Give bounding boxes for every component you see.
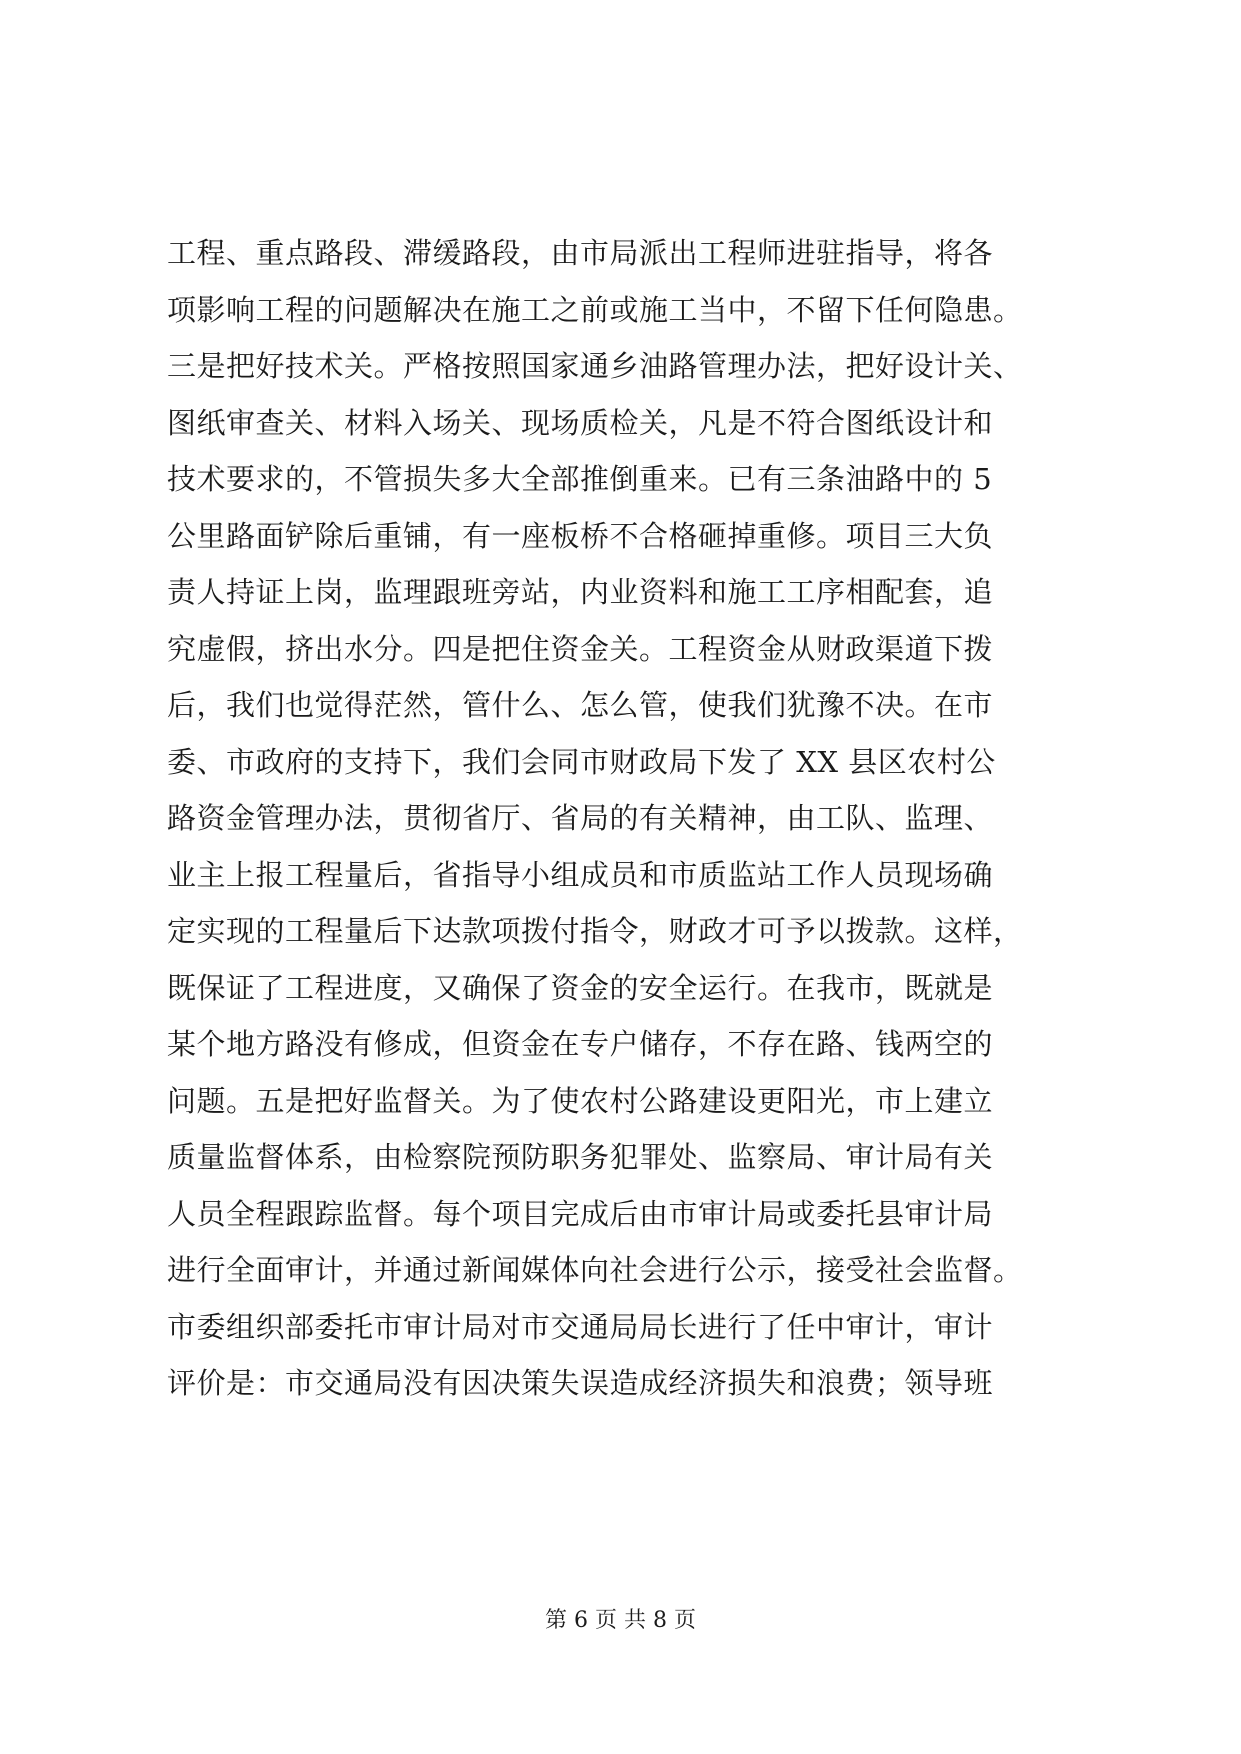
text-line: 既保证了工程进度，又确保了资金的安全运行。在我市，既就是 [167,970,994,1005]
text-line: 图纸审查关、材料入场关、现场质检关，凡是不符合图纸设计和 [167,405,994,440]
text-line: 三是把好技术关。严格按照国家通乡油路管理办法，把好设计关、 [167,349,1023,383]
text-line: 工程、重点路段、滞缓路段，由市局派出工程师进驻指导，将各 [167,236,994,270]
text-line: 质量监督体系，由检察院预防职务犯罪处、监察局、审计局有关 [167,1140,994,1174]
text-line: 项影响工程的问题解决在施工之前或施工当中，不留下任何隐患。 [167,292,1023,327]
text-line: 人员全程跟踪监督。每个项目完成后由市审计局或委托县审计局 [167,1196,994,1231]
body-text [167,225,1097,1412]
text-line: 责人持证上岗，监理跟班旁站，内业资料和施工工序相配套，追 [167,575,994,609]
text-line: 市委组织部委托市审计局对市交通局局长进行了任中审计，审计 [167,1309,994,1344]
text-line: 后，我们也觉得茫然，管什么、怎么管，使我们犹豫不决。在市 [167,688,994,722]
text-line: 问题。五是把好监督关。为了使农村公路建设更阳光，市上建立 [167,1083,994,1118]
text-line: 技术要求的，不管损失多大全部推倒重来。已有三条油路中的 5 [167,462,993,496]
text-line: 某个地方路没有修成，但资金在专户储存，不存在路、钱两空的 [167,1027,994,1061]
text-line: 业主上报工程量后，省指导小组成员和市质监站工作人员现场确 [167,857,994,892]
text-line: 委、市政府的支持下，我们会同市财政局下发了 XX 县区农村公 [167,744,996,779]
page-number-footer: 第 6 页 共 8 页 [545,1608,696,1633]
text-line: 评价是：市交通局没有因决策失误造成经济损失和浪费；领导班 [167,1366,994,1400]
text-line: 公里路面铲除后重铺，有一座板桥不合格砸掉重修。项目三大负 [167,518,994,553]
text-line: 进行全面审计，并通过新闻媒体向社会进行公示，接受社会监督。 [167,1253,1023,1287]
text-line: 究虚假，挤出水分。四是把住资金关。工程资金从财政渠道下拨 [167,631,994,666]
text-line: 定实现的工程量后下达款项拨付指令，财政才可予以拨款。这样， [167,914,1023,948]
text-line: 路资金管理办法，贯彻省厅、省局的有关精神，由工队、监理、 [167,801,994,835]
